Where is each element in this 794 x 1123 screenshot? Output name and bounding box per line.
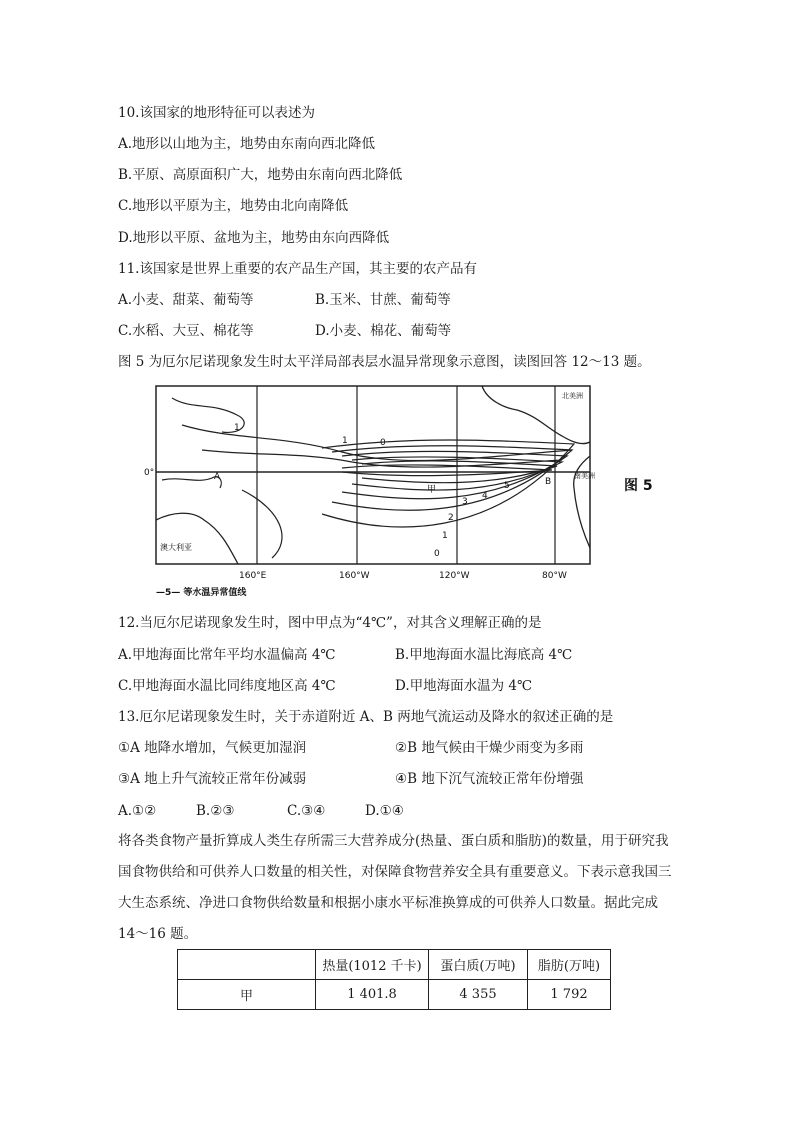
place-south-america: 南美洲 [574,472,595,480]
lon-label-160e: 160°E [239,571,267,581]
el-nino-sst-anomaly-map [142,380,653,600]
q11-option-c: C.水稻、大豆、棉花等 [118,323,254,339]
q10-stem: 10.该国家的地形特征可以表述为 [118,105,315,121]
contour-label: 0 [434,549,440,559]
figure-legend: —5— 等水温异常值线 [156,588,247,598]
table-cell: 1 401.8 [316,980,429,1010]
table-header-cell [178,950,316,980]
q12-stem: 12.当厄尔尼诺现象发生时，图中甲点为“4℃”，对其含义理解正确的是 [118,615,542,631]
q13-option-a: A.①② [118,803,157,819]
contour-label: 3 [462,497,468,507]
q10-option-c: C.地形以平原为主，地势由北向南降低 [118,198,349,214]
q13-option-d: D.①④ [365,803,404,819]
contour-label: 5 [504,481,510,491]
point-jia: 甲 [427,485,437,495]
table-cell: 1 792 [528,980,611,1010]
figure-label: 图 5 [624,478,653,494]
contour-label: 2 [448,513,454,523]
q11-option-b: B.玉米、甘蔗、葡萄等 [315,292,451,308]
contour-label: 1 [234,423,240,433]
q11-option-a: A.小麦、甜菜、葡萄等 [118,292,254,308]
lon-label-120w: 120°W [439,571,470,581]
q13-option-c: C.③④ [287,803,326,819]
q13-stem: 13.厄尔尼诺现象发生时，关于赤道附近 A、B 两地气流运动及降水的叙述正确的是 [118,709,614,725]
table-cell: 甲 [178,980,316,1010]
table-header-row [178,950,611,980]
q12-option-a: A.甲地海面比常年平均水温偏高 4℃ [118,647,336,663]
table-header-cell: 脂肪(万吨) [528,950,611,980]
q13-option-b: B.②③ [196,803,235,819]
point-a: A [214,472,221,482]
q12-option-c: C.甲地海面水温比同纬度地区高 4℃ [118,678,336,694]
q13-statement-4: ④B 地下沉气流较正常年份增强 [395,771,584,787]
place-north-america: 北美洲 [562,392,583,400]
contour-label: 0 [380,438,386,448]
table-header-cell: 热量(1012 千卡) [316,950,429,980]
q10-option-a: A.地形以山地为主，地势由东南向西北降低 [118,136,376,152]
equator-label: 0° [144,468,155,478]
q12-option-b: B.甲地海面水温比海底高 4℃ [395,647,573,663]
contour-label: 1 [342,436,348,446]
table-cell: 4 355 [429,980,528,1010]
place-australia: 澳大利亚 [160,543,192,552]
q11-stem: 11.该国家是世界上重要的农产品生产国，其主要的农产品有 [118,261,477,277]
q13-statement-1: ①A 地降水增加，气候更加湿润 [118,740,307,756]
point-b: B [545,477,552,487]
q10-option-d: D.地形以平原、盆地为主，地势由东向西降低 [118,230,390,246]
contour-label: 1 [442,531,448,541]
table-header-cell: 蛋白质(万吨) [429,950,528,980]
passage-14-16: 将各类食物产量折算成人类生存所需三大营养成分(热量、蛋白质和脂肪)的数量，用于研究我国食物供给和可供养人口数量的相关性，对保障食物营养安全具有重要意义。下表示意我国三大生态系统、净进口食物供给数量和根据小康水平标准换算成的可供养人口数量。据此完成 14～16 题。 [118,833,672,942]
contour-label: 4 [482,491,488,501]
q10-option-b: B.平原、高原面积广大，地势由东南向西北降低 [118,167,403,183]
q13-statement-2: ②B 地气候由干燥少雨变为多雨 [395,740,584,756]
q12-option-d: D.甲地海面水温为 4℃ [395,678,533,694]
table-row [178,980,611,1010]
lon-label-160w: 160°W [339,571,370,581]
q11-option-d: D.小麦、棉花、葡萄等 [315,323,452,339]
nutrition-table [177,949,611,1010]
q13-statement-3: ③A 地上升气流较正常年份减弱 [118,771,307,787]
figure-intro: 图 5 为厄尔尼诺现象发生时太平洋局部表层水温异常现象示意图，读图回答 12～13 题。 [118,354,651,370]
lon-label-80w: 80°W [542,571,567,581]
